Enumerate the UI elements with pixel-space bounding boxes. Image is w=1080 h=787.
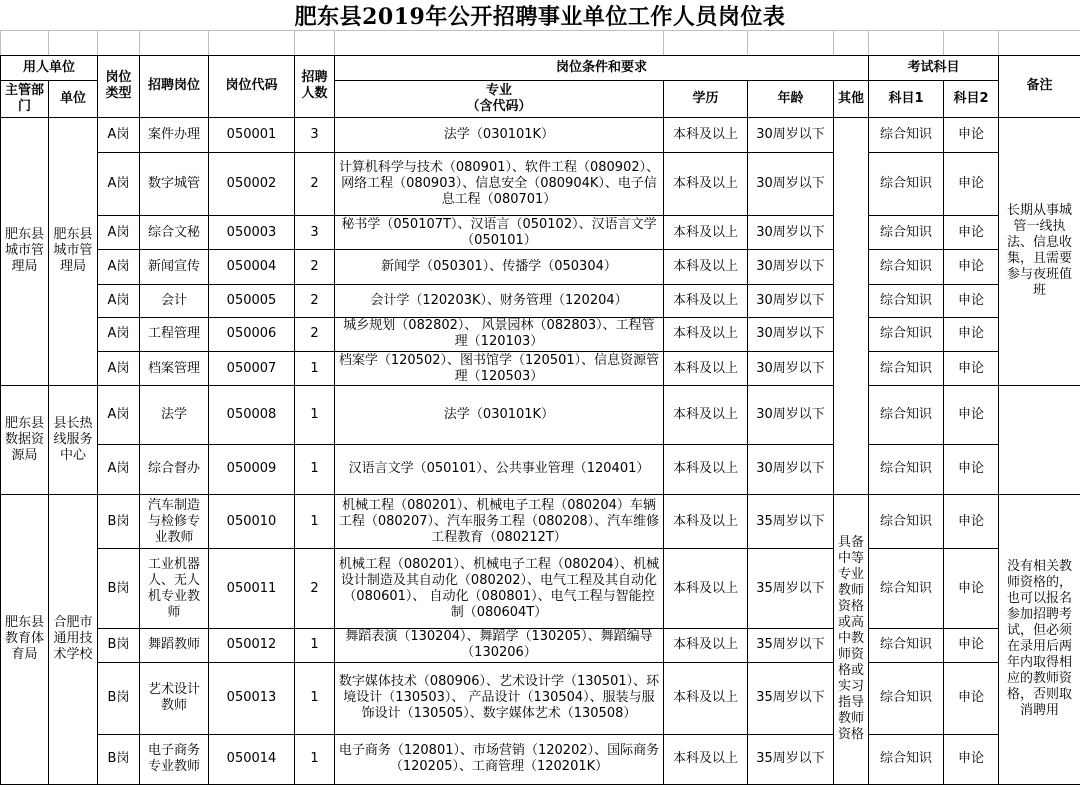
education-cell: 本科及以上 [664, 628, 748, 662]
post-code-cell: 050005 [209, 284, 295, 317]
table-row [1, 663, 1080, 734]
subject2-cell: 申论 [944, 352, 999, 386]
header-age: 年龄 [748, 81, 834, 117]
post-code-cell: 050011 [209, 549, 295, 629]
header-supervisor: 主管部门 [1, 81, 49, 117]
post-name-cell: 法学 [140, 386, 209, 444]
post-name-cell: 工程管理 [140, 317, 209, 351]
subject1-cell: 综合知识 [869, 549, 944, 629]
post-type-cell: A岗 [98, 317, 140, 351]
post-name-cell: 艺术设计教师 [140, 663, 209, 734]
other-cell [834, 117, 869, 494]
post-type-cell: A岗 [98, 216, 140, 250]
post-name-cell: 案件办理 [140, 117, 209, 152]
post-name-cell: 新闻宣传 [140, 250, 209, 284]
count-cell: 2 [295, 152, 335, 215]
subject1-cell: 综合知识 [869, 216, 944, 250]
post-type-cell: B岗 [98, 494, 140, 548]
remark-cell: 长期从事城管一线执法、信息收集，且需要参与夜班值班 [999, 117, 1080, 386]
post-name-cell: 会计 [140, 284, 209, 317]
header-major [335, 81, 664, 117]
table-row [1, 628, 1080, 662]
subject2-cell: 申论 [944, 549, 999, 629]
subject2-cell: 申论 [944, 117, 999, 152]
table-row [1, 216, 1080, 250]
post-name-cell: 舞蹈教师 [140, 628, 209, 662]
post-type-cell: A岗 [98, 386, 140, 444]
subject1-cell: 综合知识 [869, 386, 944, 444]
subject2-cell: 申论 [944, 663, 999, 734]
table-row [1, 352, 1080, 386]
post-name-cell: 电子商务专业教师 [140, 734, 209, 784]
major-cell: 会计学（120203K）、财务管理（120204） [335, 284, 664, 317]
subject2-cell: 申论 [944, 284, 999, 317]
post-code-cell: 050007 [209, 352, 295, 386]
table-row [1, 549, 1080, 629]
count-cell: 1 [295, 628, 335, 662]
count-cell: 2 [295, 549, 335, 629]
count-cell: 1 [295, 352, 335, 386]
education-cell: 本科及以上 [664, 216, 748, 250]
count-cell: 2 [295, 284, 335, 317]
subject2-cell: 申论 [944, 317, 999, 351]
major-cell: 法学（030101K） [335, 386, 664, 444]
post-code-cell: 050009 [209, 444, 295, 494]
post-name-cell: 综合督办 [140, 444, 209, 494]
unit-cell: 肥东县城市管理局 [49, 117, 98, 386]
count-cell: 1 [295, 386, 335, 444]
post-name-cell: 工业机器人、无人机专业教师 [140, 549, 209, 629]
header-dept: 单位 [49, 81, 98, 117]
age-cell: 30周岁以下 [748, 117, 834, 152]
count-cell: 1 [295, 494, 335, 548]
supervisor-cell: 肥东县教育体育局 [1, 494, 49, 784]
header-major-label: 专业 [485, 82, 512, 98]
subject1-cell: 综合知识 [869, 152, 944, 215]
age-cell: 30周岁以下 [748, 317, 834, 351]
post-type-cell: B岗 [98, 628, 140, 662]
post-type-cell: B岗 [98, 549, 140, 629]
major-cell: 舞蹈表演（130204）、舞蹈学（130205）、舞蹈编导（130206） [335, 628, 664, 662]
subject1-cell: 综合知识 [869, 284, 944, 317]
post-type-cell: A岗 [98, 284, 140, 317]
post-type-cell: A岗 [98, 152, 140, 215]
education-cell: 本科及以上 [664, 663, 748, 734]
subject1-cell: 综合知识 [869, 317, 944, 351]
subject2-cell: 申论 [944, 152, 999, 215]
major-cell: 计算机科学与技术（080901）、软件工程（080902）、网络工程（080903）、信息安全（080904K）、电子信息工程（080701） [335, 152, 664, 215]
count-cell: 3 [295, 117, 335, 152]
count-cell: 2 [295, 250, 335, 284]
header-count: 招聘人数 [295, 56, 335, 117]
supervisor-cell: 肥东县数据资源局 [1, 386, 49, 495]
supervisor-cell: 肥东县城市管理局 [1, 117, 49, 386]
table-row [1, 444, 1080, 494]
table-row [1, 250, 1080, 284]
header-remark: 备注 [999, 56, 1080, 117]
age-cell: 30周岁以下 [748, 284, 834, 317]
major-cell: 数字媒体技术（080906）、艺术设计学（130501）、环境设计（130503）、 产品设计（130504）、服装与服饰设计（130505）、数字媒体艺术（130508） [335, 663, 664, 734]
post-name-cell: 数字城管 [140, 152, 209, 215]
post-name-cell: 档案管理 [140, 352, 209, 386]
unit-cell: 合肥市通用技术学校 [49, 494, 98, 784]
education-cell: 本科及以上 [664, 284, 748, 317]
education-cell: 本科及以上 [664, 352, 748, 386]
header-subject1: 科目1 [869, 81, 944, 117]
subject2-cell: 申论 [944, 444, 999, 494]
age-cell: 30周岁以下 [748, 444, 834, 494]
age-cell: 35周岁以下 [748, 628, 834, 662]
age-cell: 30周岁以下 [748, 352, 834, 386]
post-code-cell: 050014 [209, 734, 295, 784]
major-cell: 城乡规划（082802）、 风景园林（082803）、工程管理（120103） [335, 317, 664, 351]
major-cell: 法学（030101K） [335, 117, 664, 152]
table-row [1, 734, 1080, 784]
subject1-cell: 综合知识 [869, 663, 944, 734]
post-name-cell: 汽车制造与检修专业教师 [140, 494, 209, 548]
post-code-cell: 050013 [209, 663, 295, 734]
post-type-cell: A岗 [98, 117, 140, 152]
age-cell: 30周岁以下 [748, 250, 834, 284]
table-row [1, 386, 1080, 444]
spacer-row [1, 31, 1080, 56]
education-cell: 本科及以上 [664, 250, 748, 284]
post-type-cell: B岗 [98, 734, 140, 784]
subject2-cell: 申论 [944, 250, 999, 284]
education-cell: 本科及以上 [664, 734, 748, 784]
major-cell: 档案学（120502）、图书馆学（120501）、信息资源管理（120503） [335, 352, 664, 386]
header-edu: 学历 [664, 81, 748, 117]
subject2-cell: 申论 [944, 628, 999, 662]
age-cell: 35周岁以下 [748, 734, 834, 784]
post-code-cell: 050003 [209, 216, 295, 250]
age-cell: 35周岁以下 [748, 549, 834, 629]
age-cell: 30周岁以下 [748, 152, 834, 215]
subject1-cell: 综合知识 [869, 494, 944, 548]
table-row [1, 117, 1080, 152]
remark-cell: 没有相关教师资格的，也可以报名参加招聘考试，但必须在录用后两年内取得相应的教师资格，否则取消聘用 [999, 494, 1080, 784]
education-cell: 本科及以上 [664, 386, 748, 444]
post-code-cell: 050001 [209, 117, 295, 152]
education-cell: 本科及以上 [664, 549, 748, 629]
education-cell: 本科及以上 [664, 117, 748, 152]
education-cell: 本科及以上 [664, 444, 748, 494]
post-type-cell: A岗 [98, 352, 140, 386]
header-post-type: 岗位类型 [98, 56, 140, 117]
count-cell: 1 [295, 444, 335, 494]
subject1-cell: 综合知识 [869, 117, 944, 152]
education-cell: 本科及以上 [664, 317, 748, 351]
header-subject2: 科目2 [944, 81, 999, 117]
header-row-1 [1, 56, 1080, 81]
count-cell: 3 [295, 216, 335, 250]
subject2-cell: 申论 [944, 386, 999, 444]
header-code: 岗位代码 [209, 56, 295, 117]
post-name-cell: 综合文秘 [140, 216, 209, 250]
count-cell: 1 [295, 663, 335, 734]
other-cell: 具备中等专业教师资格或高中教师资格或实习指导教师资格 [834, 494, 869, 784]
table-row [1, 152, 1080, 215]
table-row [1, 284, 1080, 317]
major-cell: 秘书学（050107T）、汉语言（050102）、汉语言文学（050101） [335, 216, 664, 250]
post-code-cell: 050004 [209, 250, 295, 284]
remark-cell [999, 386, 1080, 495]
post-code-cell: 050012 [209, 628, 295, 662]
count-cell: 1 [295, 734, 335, 784]
header-post-name: 招聘岗位 [140, 56, 209, 117]
subject1-cell: 综合知识 [869, 734, 944, 784]
education-cell: 本科及以上 [664, 152, 748, 215]
post-code-cell: 050008 [209, 386, 295, 444]
post-type-cell: A岗 [98, 444, 140, 494]
header-exam: 考试科目 [869, 56, 999, 81]
age-cell: 35周岁以下 [748, 663, 834, 734]
major-cell: 机械工程（080201）、机械电子工程（080204）车辆工程（080207）、汽车服务工程（080208）、汽车维修工程教育（080212T） [335, 494, 664, 548]
education-cell: 本科及以上 [664, 494, 748, 548]
subject1-cell: 综合知识 [869, 444, 944, 494]
major-cell: 电子商务（120801）、市场营销（120202）、国际商务（120205）、工商管理（120201K） [335, 734, 664, 784]
post-code-cell: 050002 [209, 152, 295, 215]
header-other: 其他 [834, 81, 869, 117]
subject1-cell: 综合知识 [869, 352, 944, 386]
post-code-cell: 050006 [209, 317, 295, 351]
major-cell: 汉语言文学（050101）、公共事业管理（120401） [335, 444, 664, 494]
major-cell: 新闻学（050301）、传播学（050304） [335, 250, 664, 284]
age-cell: 35周岁以下 [748, 494, 834, 548]
age-cell: 30周岁以下 [748, 216, 834, 250]
page-title: 肥东县2019年公开招聘事业单位工作人员岗位表 [294, 4, 786, 30]
header-unit: 用人单位 [1, 56, 98, 81]
subject1-cell: 综合知识 [869, 250, 944, 284]
post-type-cell: A岗 [98, 250, 140, 284]
table-row [1, 317, 1080, 351]
unit-cell: 县长热线服务中心 [49, 386, 98, 495]
header-major-sub: （含代码） [466, 98, 532, 114]
subject2-cell: 申论 [944, 216, 999, 250]
subject2-cell: 申论 [944, 734, 999, 784]
job-table [0, 30, 1080, 785]
post-code-cell: 050010 [209, 494, 295, 548]
post-type-cell: B岗 [98, 663, 140, 734]
subject2-cell: 申论 [944, 494, 999, 548]
subject1-cell: 综合知识 [869, 628, 944, 662]
table-row [1, 494, 1080, 548]
header-conditions: 岗位条件和要求 [335, 56, 869, 81]
age-cell: 30周岁以下 [748, 386, 834, 444]
major-cell: 机械工程（080201）、机械电子工程（080204）、机械设计制造及其自动化（080202）、电气工程及其自动化（080601）、 自动化（080801）、电气工程与智能控制（080604T） [335, 549, 664, 629]
count-cell: 2 [295, 317, 335, 351]
